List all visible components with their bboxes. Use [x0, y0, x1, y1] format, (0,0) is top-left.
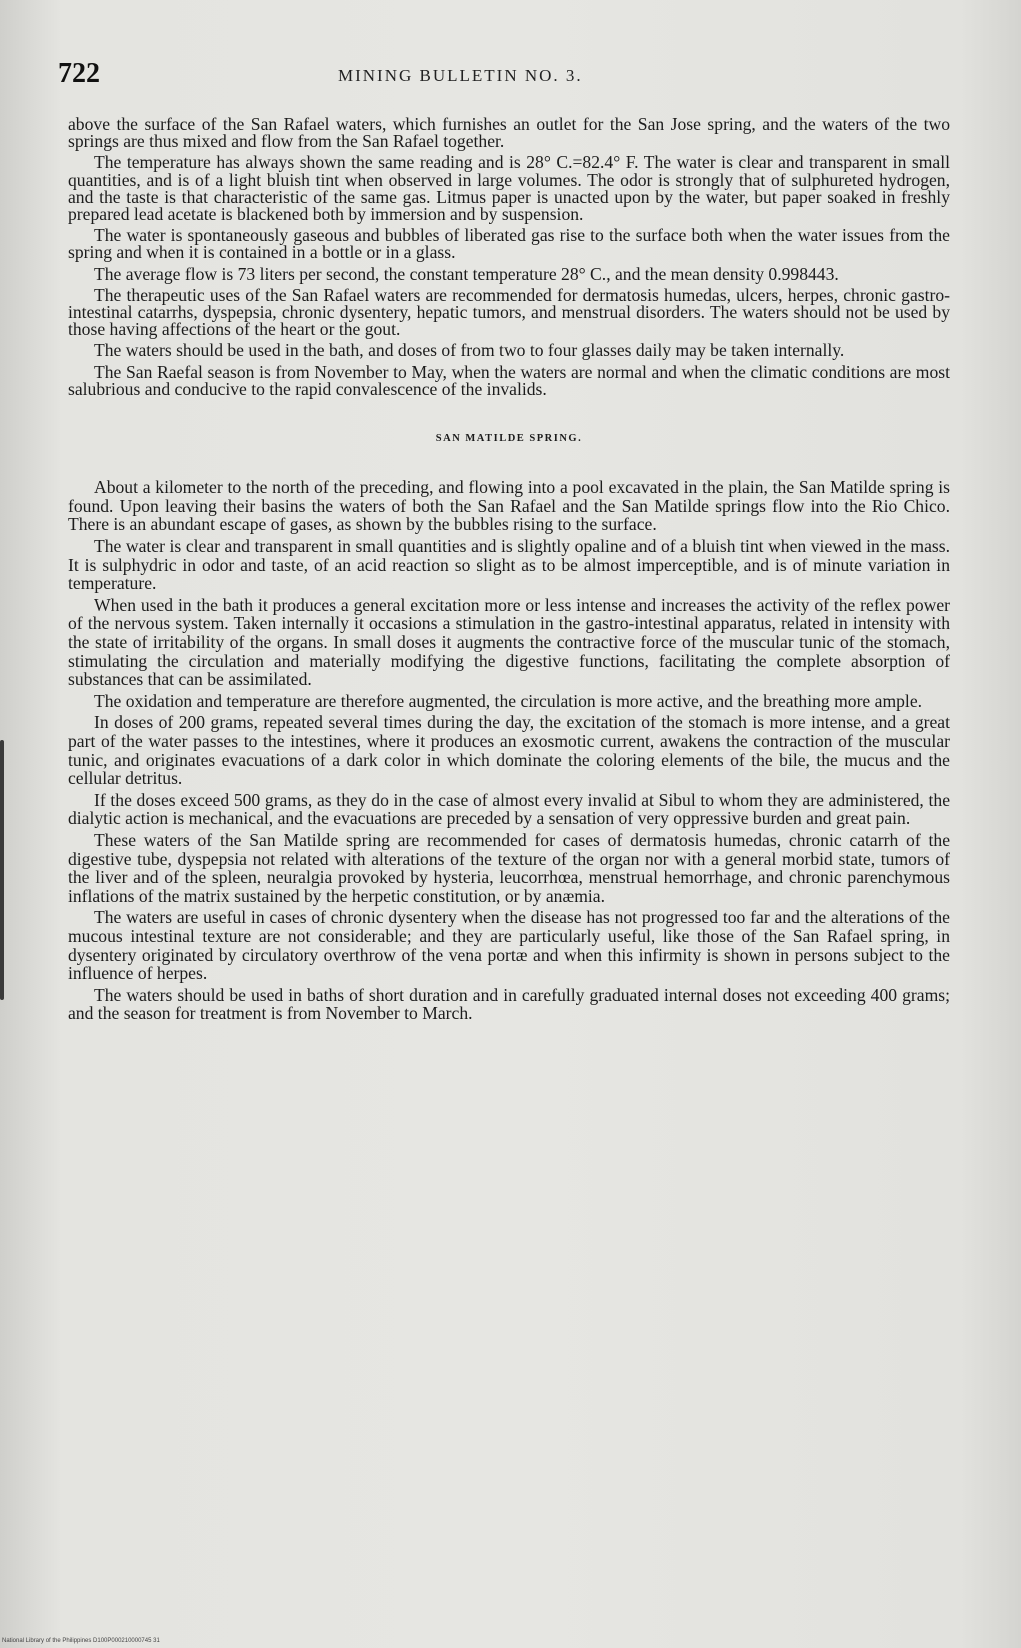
- paragraph: If the doses exceed 500 grams, as they do in the case of almost every invalid at Sibul to whom they are administered, the dialytic action is mechanical, and the evacuations are preceded by a sensation of very oppressive burden and great pain.: [68, 789, 950, 829]
- paragraph: The average flow is 73 liters per second, the constant temperature 28° C., and the mean density 0.998443.: [94, 263, 839, 284]
- paragraph: The waters are useful in cases of chronic dysentery when the disease has not progressed too far and the alterations of the mucous intestinal texture are not considerable; and they are particularly useful, like those of the San Rafael spring, in dysentery originated by circulatory overthrow of the vena portæ and when this infirmity is shown in persons subject to the influence of herpes.: [68, 907, 950, 984]
- section-san-matilde: [68, 478, 950, 1023]
- paragraph: The waters should be used in the bath, and doses of from two to four glasses daily may be taken internally.: [94, 340, 845, 361]
- paragraph: The San Raefal season is from November to May, when the waters are normal and when the climatic conditions are most salubrious and conducive to the rapid convalescence of the invalids.: [68, 361, 950, 399]
- section-san-rafael: [68, 116, 950, 398]
- page-number: 722: [58, 58, 100, 89]
- paragraph: The water is clear and transparent in small quantities and is slightly opaline and of a bluish tint when viewed in the mass. It is sulphydric in odor and taste, of an acid reaction so slight as to be almost imperceptible, and is of minute variation in temperature.: [68, 536, 950, 594]
- paragraph: The therapeutic uses of the San Rafael waters are recommended for dermatosis humedas, ulcers, herpes, chronic gastro-intestinal catarrhs, dyspepsia, chronic dysentery, hepatic tumors, and menstrual disorders. The waters should not be used by those having affections of the heart or the gout.: [68, 284, 950, 340]
- paragraph: The water is spontaneously gaseous and bubbles of liberated gas rise to the surface both when the water issues from the spring and when it is contained in a bottle or in a glass.: [68, 225, 950, 263]
- paragraph: above the surface of the San Rafael waters, which furnishes an outlet for the San Jose spring, and the waters of the two springs are thus mixed and flow from the San Rafael together.: [68, 114, 950, 152]
- paragraph: When used in the bath it produces a general excitation more or less intense and increases the activity of the reflex power of the nervous system. Taken internally it occasions a stimulation in the gastro-intestinal apparatus, related in intensity with the state of irritability of the organs. In small doses it augments the contractive force of the muscular tunic of the stomach, stimulating the circulation and materially modifying the digestive functions, facilitating the complete absorption of substances that can be assimilated.: [68, 594, 950, 690]
- page-header: [58, 58, 958, 94]
- paragraph: The temperature has always shown the same reading and is 28° C.=82.4° F. The water is clear and transparent in small quantities, and is of a light bluish tint when observed in large volumes. The odor is strongly that of sulphureted hydrogen, and the taste is that characteristic of the same gas. Litmus paper is unacted upon by the water, but paper soaked in freshly prepared lead acetate is blackened both by immersion and by suspension.: [68, 152, 950, 225]
- body-text: [68, 116, 950, 1026]
- paragraph: In doses of 200 grams, repeated several times during the day, the excitation of the stomach is more intense, and a great part of the water passes to the intestines, where it produces an exosmotic current, awakens the contraction of the muscular tunic, and originates evacuations of a dark color in which dominate the coloring elements of the bile, the mucus and the cellular detritus.: [68, 712, 950, 789]
- page-edge-shadow: [0, 740, 4, 1000]
- paragraph: About a kilometer to the north of the preceding, and flowing into a pool excavated in the plain, the San Matilde spring is found. Upon leaving their basins the waters of both the San Rafael and the San Matilde springs flow into the Rio Chico. There is an abundant escape of gases, as shown by the bubbles rising to the surface.: [68, 477, 950, 535]
- running-head: MINING BULLETIN NO. 3.: [338, 66, 583, 85]
- paragraph: The oxidation and temperature are therefore augmented, the circulation is more active, and the breathing more ample.: [94, 690, 923, 711]
- paragraph: The waters should be used in baths of short duration and in carefully graduated internal doses not exceeding 400 grams; and the season for treatment is from November to March.: [68, 984, 950, 1024]
- paragraph: These waters of the San Matilde spring are recommended for cases of dermatosis humedas, chronic catarrh of the digestive tube, dyspepsia not related with alterations of the texture of the organ nor with a general morbid state, tumors of the liver and of the spleen, neuralgia provoked by hysteria, leucorrhœa, menstrual hemorrhage, and chronic parenchymous inflations of the matrix sustained by the herpetic constitution, or by anæmia.: [68, 829, 950, 906]
- section-heading: SAN MATILDE SPRING.: [435, 433, 583, 445]
- scan-footer: National Library of the Philippines D100P000210000745 31: [2, 1638, 160, 1644]
